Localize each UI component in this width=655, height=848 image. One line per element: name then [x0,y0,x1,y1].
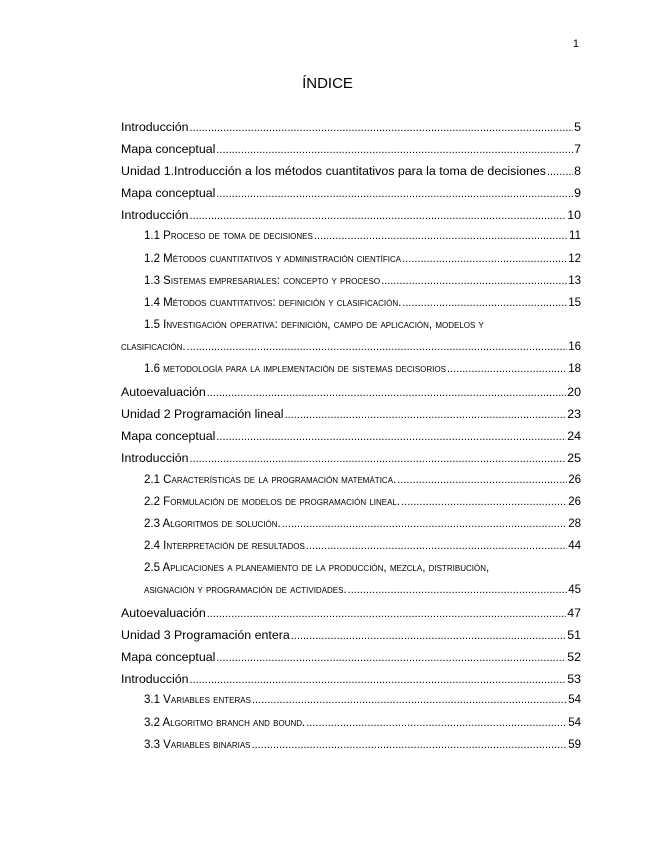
toc-entry-page: 5 [574,120,581,134]
toc-entry-text: 2.4 Interpretación de resultados [144,539,305,552]
toc-entry-text: Introducción [121,672,189,687]
toc-entry-text: Introducción [121,208,189,223]
toc-entry-page: 13 [568,274,581,287]
toc-entry-page: 9 [574,186,581,201]
toc-entry-page: 18 [568,363,581,376]
dot-leader [216,144,573,156]
toc-entry[interactable] [121,186,581,208]
toc-entry[interactable] [121,540,581,562]
toc-entry-page: 51 [567,628,581,643]
toc-entry[interactable] [121,518,581,540]
toc-entry[interactable] [121,717,581,739]
toc-entry[interactable] [121,672,581,694]
dot-leader [397,474,567,486]
dot-leader [190,674,567,686]
toc-entry-text: 1.4 Métodos cuantitativos: definición y clasificación. [144,296,402,309]
toc-entry-text: Mapa conceptual [121,650,216,665]
toc-entry[interactable] [121,253,581,275]
toc-entry[interactable] [121,230,581,252]
toc-entry[interactable] [121,628,581,650]
dot-leader [190,453,567,465]
dot-leader [187,341,568,353]
dot-leader [306,540,567,552]
toc-entry[interactable] [121,297,581,319]
toc-entry-page: 59 [568,738,581,751]
toc-entry-page: 7 [574,142,581,157]
toc-entry[interactable] [121,142,581,164]
dot-leader [291,630,566,642]
toc-entry-page: 25 [567,451,581,466]
dot-leader [282,518,567,530]
toc-entry-text: asignación y programación de actividades. [144,583,347,596]
toc-entry-text: Unidad 2 Programación lineal [121,407,284,422]
toc-entry-page: 16 [568,340,581,353]
toc-entry-text: Mapa conceptual [121,186,216,201]
toc-entry[interactable] [121,208,581,230]
dot-leader [207,387,566,399]
toc-entry[interactable] [121,451,581,473]
toc-entry-text: 3.3 Variables binarias [144,738,251,751]
toc-entry-text: 1.3 Sistemas empresariales: concepto y proceso [144,274,381,287]
toc-entry-text: Introducción [121,451,189,466]
dot-leader [306,717,567,729]
toc-entry-text: 1.6 metodología para la implementación de sistemas decisorios [144,363,446,376]
dot-leader [348,584,568,596]
toc-entry[interactable] [121,407,581,429]
toc-entry-page: 54 [568,694,581,707]
dot-leader [447,363,567,375]
toc-entry-text: 3.1 Variables enteras [144,694,251,707]
toc-entry-page: 26 [568,495,581,508]
toc-entry-page: 12 [568,252,581,265]
dot-leader [216,431,566,443]
toc-entry-text: 1.1 Proceso de toma de decisiones [144,230,313,243]
toc-entry-text: Mapa conceptual [121,142,216,157]
toc-entry-text: Autoevaluación [121,606,206,621]
dot-leader [401,496,567,508]
toc-entry-page: 45 [568,583,581,596]
toc-entry[interactable] [121,650,581,672]
toc-entry[interactable] [121,164,581,186]
table-of-contents [121,120,581,761]
toc-entry-page: 47 [567,606,581,621]
toc-entry-page: 10 [567,208,581,223]
dot-leader [402,297,567,309]
toc-entry[interactable] [121,275,581,297]
toc-entry[interactable] [121,606,581,628]
toc-entry-page: 24 [567,429,581,444]
toc-entry[interactable] [121,739,581,761]
toc-entry[interactable] [121,694,581,716]
toc-entry-text: Unidad 3 Programación entera [121,628,290,643]
toc-entry-text: 1.2 Métodos cuantitativos y administración científica [144,252,402,265]
toc-entry-text: 2.2 Formulación de modelos de programación lineal. [144,495,401,508]
toc-entry-page: 44 [568,539,581,552]
toc-entry-first-line: 1.5 Investigación operativa: definición, campo de aplicación, modelos y [144,318,484,331]
toc-entry[interactable] [121,385,581,407]
toc-entry-text: 2.3 Algoritmos de solución. [144,517,281,530]
dot-leader [207,608,566,620]
page-number: 1 [572,38,579,50]
dot-leader [381,275,567,287]
toc-entry-text: Introducción [121,120,189,134]
dot-leader [314,230,568,242]
toc-entry-first-line: 2.5 Aplicaciones a planeamiento de la producción, mezcla, distribución, [144,561,490,574]
dot-leader [547,166,573,178]
dot-leader [285,409,567,421]
toc-entry-page: 20 [567,385,581,400]
toc-entry-text: Unidad 1.Introducción a los métodos cuantitativos para la toma de decisiones [121,164,546,179]
toc-entry-text: Mapa conceptual [121,429,216,444]
toc-entry-page: 8 [574,164,581,179]
toc-entry-page: 54 [568,716,581,729]
toc-entry-page: 11 [569,230,581,243]
dot-leader [252,694,567,706]
toc-entry[interactable] [121,429,581,451]
toc-entry[interactable] [121,584,581,606]
dot-leader [216,188,573,200]
toc-entry-page: 15 [568,296,581,309]
toc-entry-text: clasificación. [121,340,186,353]
toc-entry-page: 26 [568,473,581,486]
toc-entry-page: 23 [567,407,581,422]
toc-entry[interactable] [121,363,581,385]
toc-entry-page: 28 [568,517,581,530]
toc-entry-page: 52 [567,650,581,665]
toc-entry[interactable] [121,341,581,363]
toc-entry-text: 2.1 Características de la programación matemática. [144,473,397,486]
dot-leader [216,652,566,664]
toc-entry[interactable] [121,120,581,142]
toc-entry[interactable] [121,474,581,496]
dot-leader [252,739,568,751]
toc-entry[interactable] [121,496,581,518]
page-title: ÍNDICE [302,75,353,92]
toc-entry-page: 53 [567,672,581,687]
dot-leader [190,122,574,134]
toc-entry-text: 3.2 Algoritmo branch and bound. [144,716,306,729]
dot-leader [402,253,567,265]
dot-leader [190,210,567,222]
toc-entry-text: Autoevaluación [121,385,206,400]
